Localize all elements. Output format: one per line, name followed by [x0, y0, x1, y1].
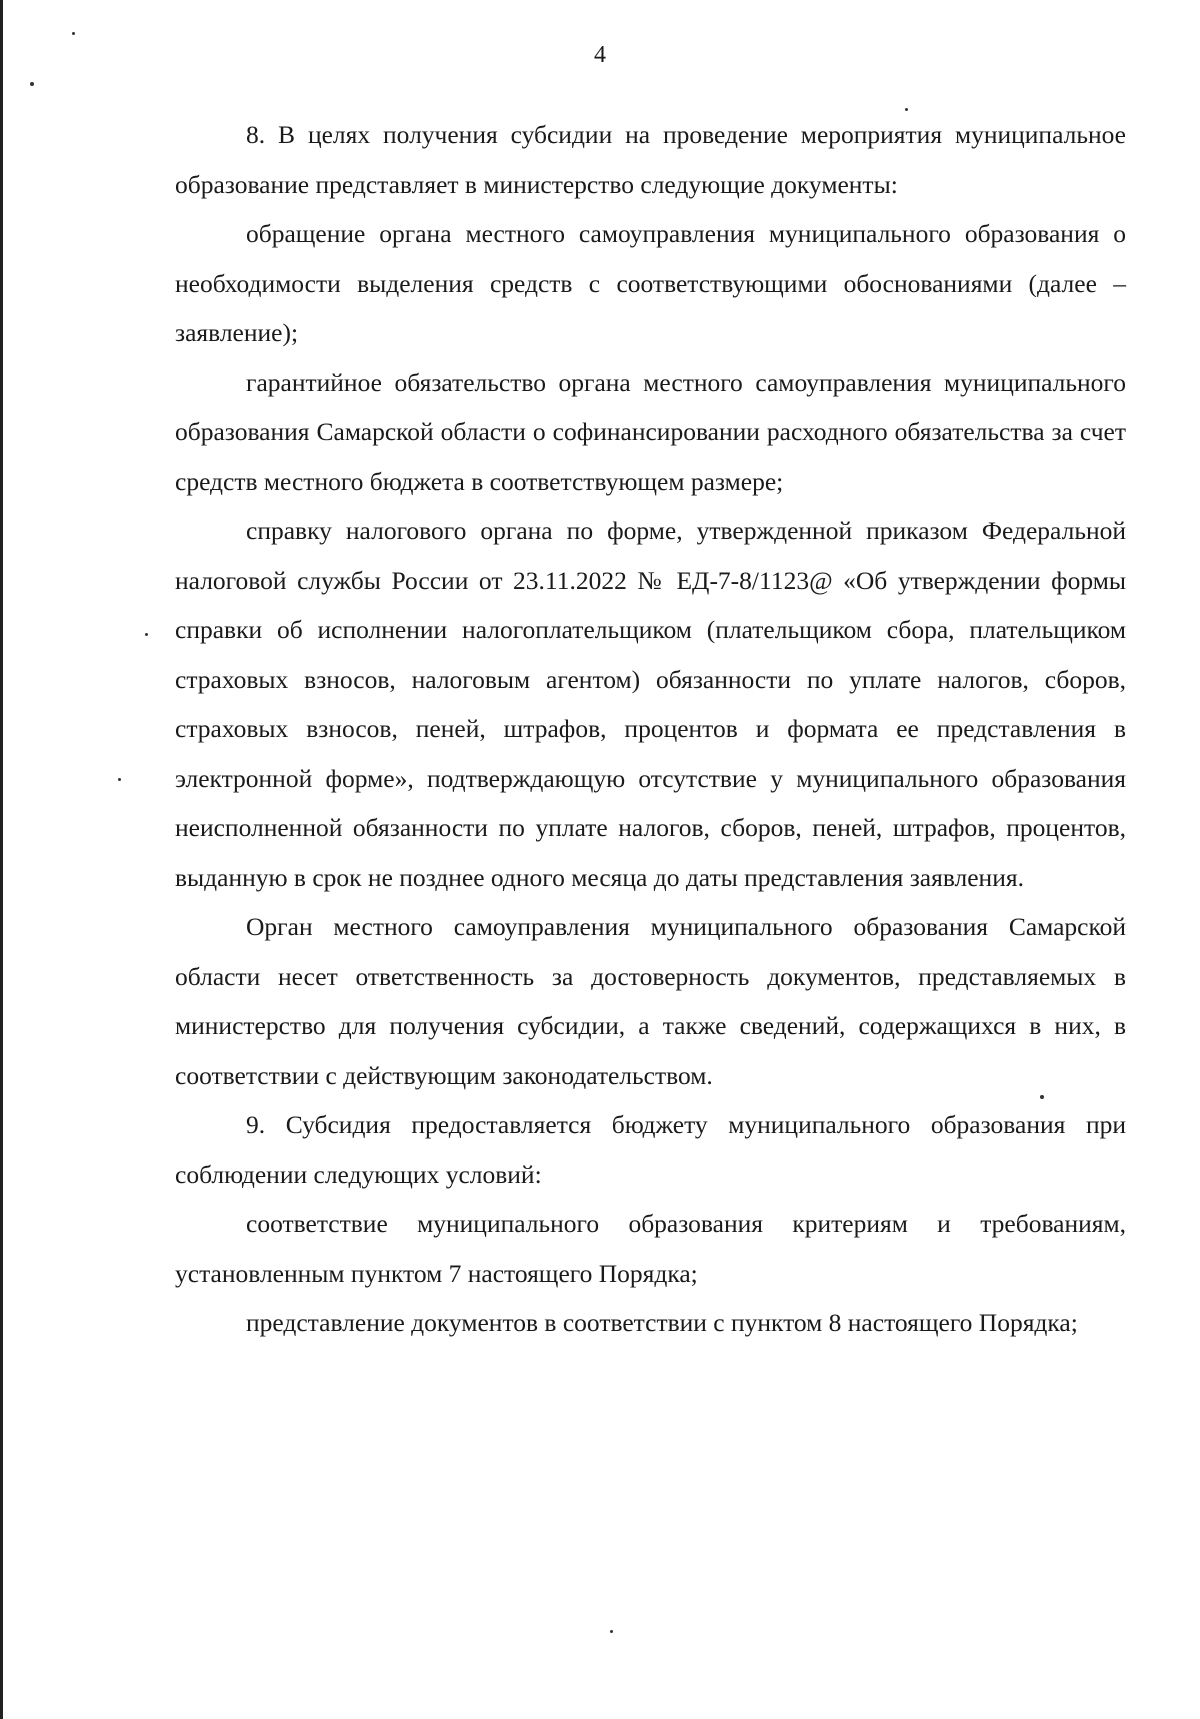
scan-speck [610, 1630, 613, 1633]
scan-speck [30, 82, 34, 86]
scan-speck [118, 778, 121, 781]
paragraph-responsibility: Орган местного самоуправления муниципального образования Самарской области несет ответственность за достоверность документов, представляемых в министерство для получения субсидии, а также сведений, содержащихся в них, в соответствии с действующим законодательством. [175, 912, 1126, 1090]
paragraph-documents: представление документов в соответствии с пунктом 8 настоящего Порядка; [246, 1308, 1078, 1337]
document-body [175, 110, 1126, 1348]
scan-edge [0, 0, 3, 1719]
scan-speck [72, 32, 75, 35]
paragraph-request: обращение органа местного самоуправления муниципального образования о необходимости выделения средств с соответствующими обоснованиями (далее – заявление); [175, 219, 1126, 347]
paragraph-criteria: соответствие муниципального образования критериям и требованиям, установленным пунктом 7 настоящего Порядка; [175, 1209, 1126, 1288]
paragraph-9-intro: 9. Субсидия предоставляется бюджету муниципального образования при соблюдении следующих условий: [175, 1110, 1126, 1189]
page-number: 4 [594, 42, 606, 68]
paragraph-8-intro: 8. В целях получения субсидии на проведение мероприятия муниципальное образование представляет в министерство следующие документы: [175, 120, 1126, 199]
paragraph-tax-certificate: справку налогового органа по форме, утвержденной приказом Федеральной налоговой службы России от 23.11.2022 № ЕД-7-8/1123@ «Об утверждении формы справки об исполнении налогоплательщиком (плательщиком сбора, плательщиком страховых взносов, налоговым агентом) обязанности по уплате налогов, сборов, страховых взносов, пеней, штрафов, процентов и формата ее представления в электронной форме», подтверждающую отсутствие у муниципального образования неисполненной обязанности по уплате налогов, сборов, пеней, штрафов, процентов, выданную в срок не позднее одного месяца до даты представления заявления. [175, 516, 1126, 892]
scan-speck [145, 633, 148, 636]
paragraph-guarantee: гарантийное обязательство органа местного самоуправления муниципального образования Самарской области о софинансировании расходного обязательства за счет средств местного бюджета в соответствующем размере; [175, 367, 1126, 496]
